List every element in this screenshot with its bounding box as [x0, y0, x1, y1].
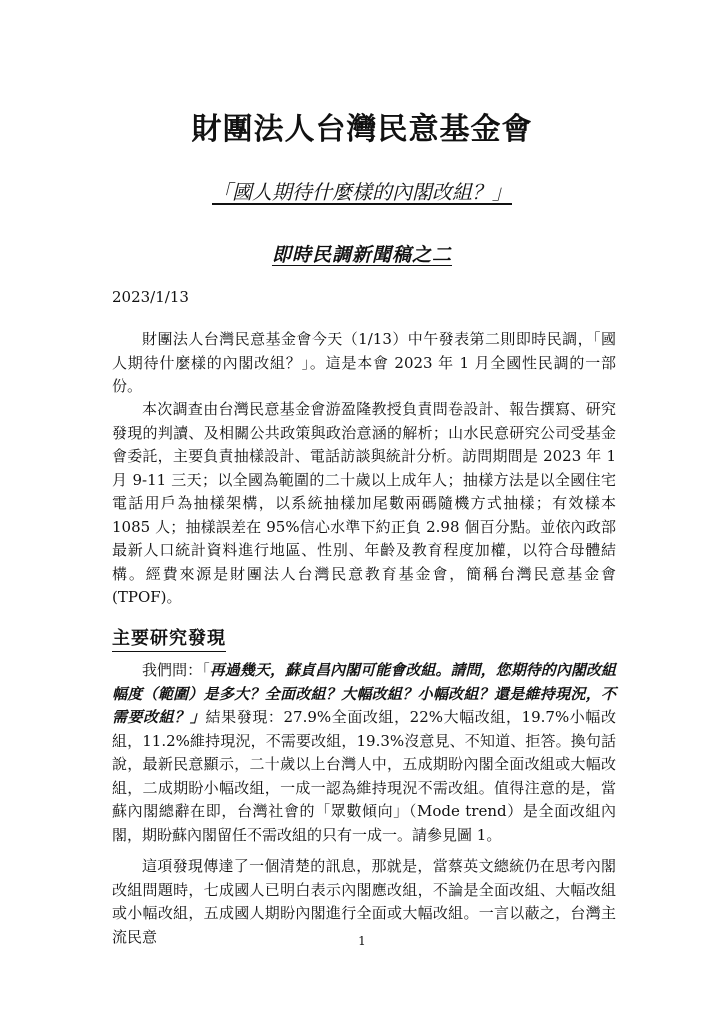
- subtitle-text: 「國人期待什麼樣的內閣改組？」: [212, 180, 512, 204]
- page-number: 1: [358, 934, 366, 948]
- findings-lead: 我們問：「: [142, 661, 210, 679]
- intro-paragraph: 財團法人台灣民意基金會今天（1/13）中午發表第二則即時民調，「國人期待什麼樣的內閣改組？」。這是本會 2023 年 1 月全國性民調的一部份。: [112, 330, 616, 395]
- release-date: 2023/1/13: [112, 288, 189, 306]
- survey-question: 再過幾天，蘇貞昌內閣可能會改組。請問，您期待的內閣改組幅度（範圍）是多大？全面改組？大幅改組？小幅改組？還是維持現況，不需要改組？」: [112, 661, 616, 726]
- analysis-paragraph: 這項發現傳達了一個清楚的訊息，那就是，當蔡英文總統仍在思考內閣改組問題時，七成國人已明白表示內閣應改組，不論是全面改組、大幅改組或小幅改組，五成國人期盼內閣進行全面或大幅改組。一言以蔽之，台灣主流民意: [112, 857, 616, 946]
- release-text: 即時民調新聞稿之二: [271, 244, 452, 266]
- document-subtitle: [0, 176, 724, 205]
- findings-paragraph: [112, 659, 616, 847]
- section-heading: 主要研究發現: [112, 624, 226, 652]
- release-label: [0, 240, 724, 267]
- findings-results: 結果發現：27.9%全面改組，22%大幅改組，19.7%小幅改組，11.2%維持現況，不需要改組，19.3%沒意見、不知道、拒答。換句話說，最新民意顯示，二十歲以上台灣人中，五成期盼內閣全面改組或大幅改組，二成期盼小幅改組，一成一認為維持現況不需改組。值得注意的是，當蘇內閣總辭在即，台灣社會的「眾數傾向」（Mode trend）是全面改組內閣，期盼蘇內閣留任不需改組的只有一成一。請參見圖 1。: [112, 708, 616, 844]
- document-title: 財團法人台灣民意基金會: [191, 112, 533, 147]
- methodology-paragraph: 本次調查由台灣民意基金會游盈隆教授負責問卷設計、報告撰寫、研究發現的判讀、及相關公共政策與政治意涵的解析；山水民意研究公司受基金會委託，主要負責抽樣設計、電話訪談與統計分析。訪問期間是 2023 年 1 月 9-11 三天；以全國為範圍的二十歲以上成年人；抽樣方法是以全國住宅電話用戶為抽樣架構，以系統抽樣加尾數兩碼隨機方式抽樣；有效樣本 1085 人；抽樣誤差在 95%信心水準下約正負 2.98 個百分點。並依內政部最新人口統計資料進行地區、性別、年齡及教育程度加權，以符合母體結構。經費來源是財團法人台灣民意教育基金會，簡稱台灣民意基金會(TPOF)。: [112, 400, 616, 606]
